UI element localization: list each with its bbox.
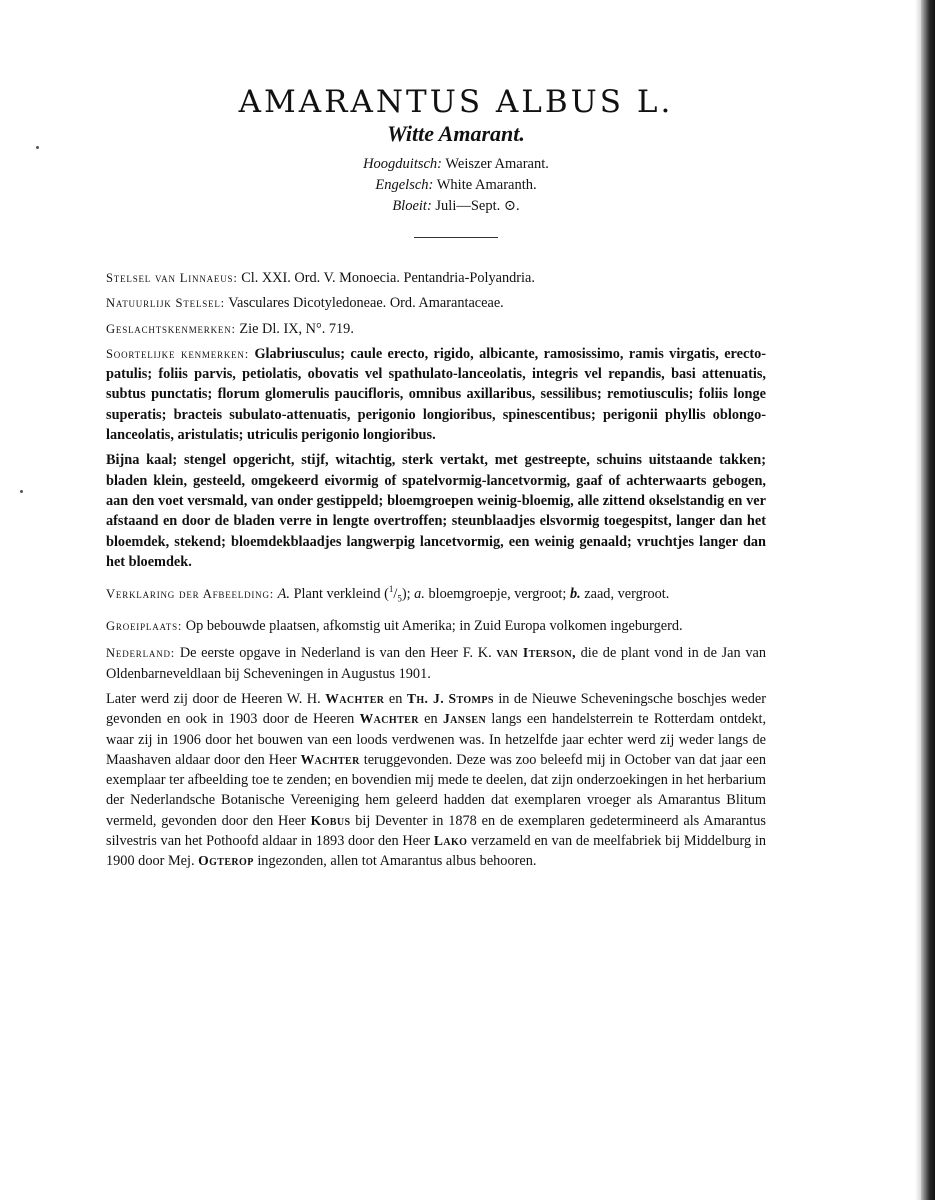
linnaeus-label: Stelsel van Linnaeus:: [106, 271, 238, 285]
later-text-h: verzameld en van de meelfabriek bij Middelburg in 1900 door Mej.: [106, 833, 767, 870]
later-text-c: in de Nieuwe Scheveningsche boschjes weder gevonden en ook in 1903 door de Heeren: [106, 690, 767, 728]
name-german-value: Weiszer Amarant.: [445, 156, 549, 172]
document-body: [106, 268, 766, 872]
figure-explanation-label: Verklaring der Afbeelding:: [106, 586, 275, 601]
figure-a-close: );: [401, 585, 411, 602]
species-characters: [106, 344, 766, 445]
speck: [20, 490, 23, 493]
page-edge: [921, 0, 935, 1200]
linnaeus-system: [106, 268, 766, 288]
document-page: [106, 84, 766, 879]
flowering-period: [146, 196, 766, 217]
later-text-i: ingezonden, allen tot Amarantus albus behooren.: [257, 853, 537, 870]
habitat: [106, 616, 766, 636]
later-text-g: bij Deventer in 1878 en de exemplaren gedetermineerd als Amarantus silvestris van het Pothoofd aldaar in 1893 door den Heer: [106, 812, 766, 850]
name-english-label: Engelsch:: [375, 177, 434, 193]
netherlands-text-b: die de plant vond in de Jan van Oldenbarneveldlaan bij Scheveningen in Augustus 1901.: [106, 645, 767, 682]
later-findings-paragraph: [106, 689, 766, 872]
netherlands-label: Nederland:: [106, 646, 176, 661]
later-text-e: langs een handelsterrein te Rotterdam ontdekt, waar zij in 1906 door het bouwen van een loods verdwenen was. In hetzelfde jaar echter werd zij weder langs de Maashaven aldaar door den Heer: [106, 711, 767, 768]
later-text-b: en: [388, 690, 403, 707]
person-jansen: Jansen: [442, 711, 487, 727]
fraction-denominator: 5: [397, 593, 402, 604]
later-text-a: Later werd zij door de Heeren W. H.: [106, 690, 321, 707]
genus-label: Geslachtskenmerken:: [106, 321, 236, 336]
habitat-label: Groeiplaats:: [106, 619, 183, 634]
person-ogterop: Ogterop: [198, 853, 254, 869]
flowering-label: Bloeit:: [392, 198, 432, 214]
figure-b-text: bloemgroepje, vergroot;: [428, 585, 567, 602]
later-text-f: teruggevonden. Deze was zoo beleefd mij in October van dat jaar een exemplaar ter afbeelding toe te zenden; en bovendien mij mede te deelen, dat zijn onderzoekingen in het herbarium der Nederlandsche Botanische Vereeniging hem geleerd hadden dat exemplaren vroeger als Amarantus Blitum vermeld, gevonden door den Heer: [106, 751, 766, 829]
title-divider: [414, 237, 498, 238]
genus-text: Zie Dl. IX, N°. 719.: [239, 320, 354, 337]
person-lako: Lako: [433, 833, 468, 849]
description: Bijna kaal; stengel opgericht, stijf, witachtig, sterk vertakt, met gestreepte, schuins uitstaande takken; bladen klein, gesteeld, omgekeerd eivormig of spatelvormig-lancetvormig, gaaf of achterwaarts gebogen, aan den voet versmald, van onder gestippeld; bloemgroepen weinig-bloemig, alle zittend okselstandig en ver afstaand en door de bladen verre in lengte overtroffen; steunblaadjes elsvormig toegespitst, langer dan het bloemdek, stekend; bloemdekblaadjes langwerpig lancetvormig, een weinig genaald; vruchtjes langer dan het bloemdek.: [106, 452, 766, 570]
speck: [36, 146, 39, 149]
species-text: Glabriusculus; caule erecto, rigido, albicante, ramosissimo, ramis virgatis, erecto-patulis; foliis parvis, petiolatis, obovatis vel spathulato-lanceolatis, integris vel repandis, basi attenuatis, subtus punctatis; florum glomerulis paucifloris, omnibus axillaribus, sessilibus; remotiusculis; foliis longe superatis; bracteis subulato-attenuatis, perigonio longioribus, spinescentibus; perigonii phyllis oblongo-lanceolatis, aristulatis; utriculis perigonio longioribus.: [106, 345, 767, 444]
figure-a-letter: A.: [277, 585, 290, 602]
genus-characters: [106, 319, 766, 339]
species-label: Soortelijke kenmerken:: [106, 346, 250, 361]
linnaeus-text: Cl. XXI. Ord. V. Monoecia. Pentandria-Polyandria.: [241, 270, 535, 286]
page-subtitle: Witte Amarant.: [387, 121, 525, 146]
natural-system-label: Natuurlijk Stelsel:: [106, 296, 225, 311]
figure-a-text: Plant verkleind (: [293, 585, 389, 602]
person-kobus: Kobus: [310, 812, 351, 828]
flowering-value: Juli—Sept. ⊙.: [435, 198, 520, 214]
natural-system: [106, 293, 766, 313]
person-wachter: Wachter: [325, 690, 385, 706]
page-title: AMARANTUS ALBUS L.: [238, 84, 674, 120]
later-text-d: en: [424, 711, 438, 728]
name-german: [146, 154, 766, 175]
netherlands-paragraph: [106, 643, 766, 684]
habitat-text: Op bebouwde plaatsen, afkomstig uit Amerika; in Zuid Europa volkomen ingeburgerd.: [185, 618, 683, 635]
name-english: [146, 175, 766, 196]
figure-b-letter: a.: [414, 585, 425, 602]
person-wachter: Wachter: [359, 711, 419, 727]
person-stomps: Stomps: [448, 690, 494, 706]
netherlands-text-a: De eerste opgave in Nederland is van den Heer F. K.: [179, 645, 492, 662]
person-initials-th-j: Th. J.: [406, 690, 444, 706]
figure-c-letter: b.: [569, 585, 581, 602]
figure-explanation: Verklaring der Afbeelding: A. Plant verkleind $(^1/_5)$; a. bloemgroepje, vergroot; b. zaad, vergroot.: [106, 584, 670, 604]
figure-c-text: zaad, vergroot.: [584, 585, 670, 602]
person-wachter: Wachter: [300, 751, 360, 767]
natural-system-text: Vasculares Dicotyledoneae. Ord. Amarantaceae.: [228, 295, 504, 312]
name-german-label: Hoogduitsch:: [363, 156, 443, 172]
person-van-iterson: van Iterson,: [496, 645, 576, 661]
name-english-value: White Amaranth.: [436, 177, 537, 193]
fraction-numerator: 1: [388, 584, 394, 595]
common-names: [106, 154, 766, 217]
